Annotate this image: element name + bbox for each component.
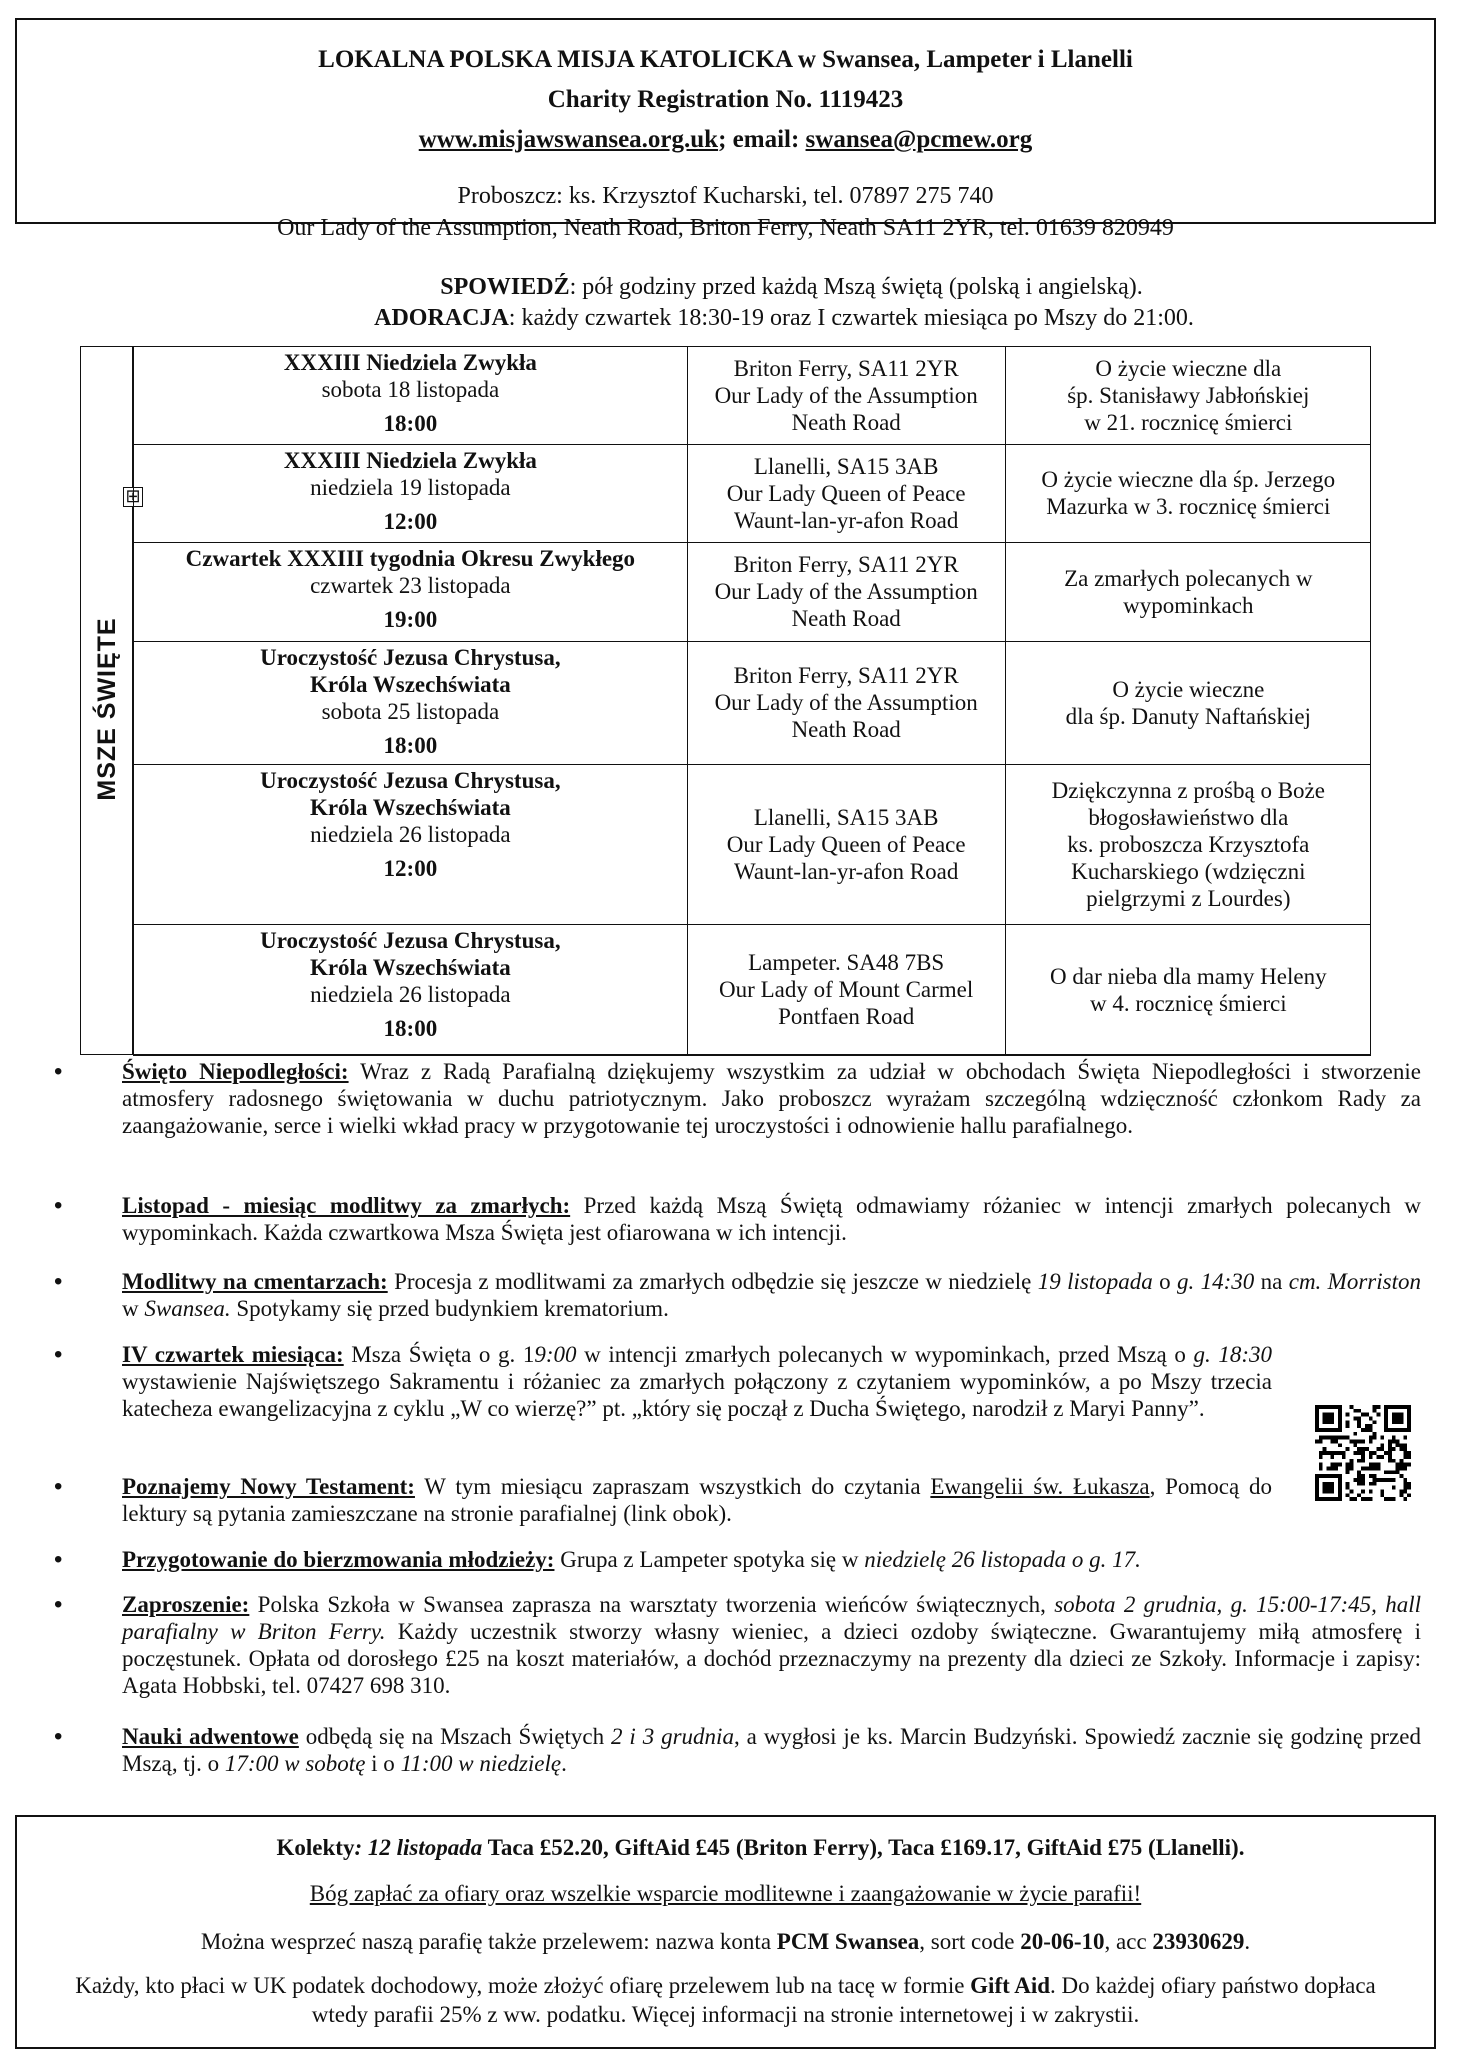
header-box bbox=[15, 18, 1436, 241]
location-line: Llanelli, SA15 3AB bbox=[753, 804, 939, 830]
mass-title: Uroczystość Jezusa Chrystusa, bbox=[260, 927, 561, 953]
intention-line: Za zmarłych polecanych w bbox=[1064, 565, 1313, 591]
bullet-icon: • bbox=[54, 1473, 63, 1500]
mass-intention-cell bbox=[1005, 542, 1371, 641]
location-line: Pontfaen Road bbox=[778, 1004, 915, 1029]
location-line: Briton Ferry, SA11 2YR bbox=[733, 552, 959, 577]
mass-time: 12:00 bbox=[383, 855, 438, 881]
mass-location-cell bbox=[687, 542, 1005, 641]
collections-line: Kolekty: 12 listopada Taca £52.20, GiftAid £45 (Briton Ferry), Taca £169.17, GiftAid £75 (Llanelli). bbox=[276, 1835, 1245, 1860]
announcement-text: Listopad - miesiąc modlitwy za zmarłych: Przed każdą Mszą Świętą odmawiamy różaniec w intencji zmarłych polecanych w wypominkach. Każda czwartkowa Msza Święta jest ofiarowana w ich intencji. bbox=[122, 1193, 1421, 1245]
mass-side-column bbox=[81, 347, 133, 1054]
location-line: Lampeter. SA48 7BS bbox=[748, 950, 945, 975]
announcement-label: Przygotowanie do bierzmowania młodzieży: bbox=[122, 1547, 555, 1572]
mass-title: XXXIII Niedziela Zwykła bbox=[283, 447, 537, 473]
intention-line: Mazurka w 3. rocznicę śmierci bbox=[1046, 494, 1331, 519]
mass-location-cell bbox=[687, 444, 1005, 542]
intention-line: Kucharskiego (wdzięczni bbox=[1071, 858, 1306, 884]
location-line: Llanelli, SA15 3AB bbox=[753, 453, 939, 479]
mass-title: Uroczystość Jezusa Chrystusa, bbox=[260, 767, 561, 793]
mass-table bbox=[133, 347, 1371, 1056]
gospel-link[interactable]: Ewangelii św. Łukasza bbox=[930, 1474, 1150, 1499]
contact-separator: ; email: bbox=[718, 126, 806, 153]
location-line: Briton Ferry, SA11 2YR bbox=[733, 663, 959, 688]
mass-location-cell bbox=[687, 347, 1005, 444]
mass-side-label: MSZE ŚWIĘTE bbox=[93, 617, 121, 801]
mass-row bbox=[134, 542, 1372, 641]
mass-time: 19:00 bbox=[383, 606, 438, 632]
intention-line: O dar nieba dla mamy Heleny bbox=[1050, 963, 1327, 989]
mass-title: Króla Wszechświata bbox=[309, 671, 511, 697]
mass-row bbox=[134, 347, 1372, 444]
qr-code-icon[interactable] bbox=[1315, 1405, 1411, 1501]
intention-line: w 21. rocznicę śmierci bbox=[1084, 409, 1293, 435]
mass-location-cell bbox=[687, 764, 1005, 924]
confession-line bbox=[0, 272, 1458, 303]
intention-line: O życie wieczne dla bbox=[1095, 355, 1282, 381]
location-line: Waunt-lan-yr-afon Road bbox=[733, 858, 959, 884]
mass-row bbox=[134, 444, 1372, 542]
thanks-line: Bóg zapłać za ofiary oraz wszelkie wsparcie modlitewne i zaangażowanie w życie parafii! bbox=[309, 1881, 1142, 1906]
intention-line: błogosławieństwo dla bbox=[1088, 804, 1289, 830]
location-line: Neath Road bbox=[791, 409, 901, 435]
location-line: Neath Road bbox=[791, 717, 901, 742]
mass-date: sobota 25 listopada bbox=[321, 698, 500, 724]
announcement-label: Listopad - miesiąc modlitwy za zmarłych: bbox=[122, 1193, 571, 1218]
mass-title: Króla Wszechświata bbox=[309, 954, 511, 980]
intention-line: pielgrzymi z Lourdes) bbox=[1086, 885, 1291, 911]
mass-title: Czwartek XXXIII tygodnia Okresu Zwykłego bbox=[185, 545, 636, 571]
intention-line: O życie wieczne bbox=[1112, 676, 1265, 702]
mass-location-cell bbox=[687, 924, 1005, 1055]
confession-label: SPOWIEDŹ bbox=[440, 274, 570, 300]
mass-row bbox=[134, 641, 1372, 764]
intention-line: O życie wieczne dla śp. Jerzego bbox=[1041, 467, 1336, 492]
contact-line bbox=[17, 120, 1434, 160]
bullet-icon: • bbox=[54, 1058, 63, 1085]
mass-intention-cell bbox=[1005, 764, 1371, 924]
mass-occasion-cell bbox=[134, 924, 688, 1055]
intention-line: śp. Stanisławy Jabłońskiej bbox=[1067, 382, 1310, 408]
announcement-text: Poznajemy Nowy Testament: W tym miesiącu zapraszam wszystkich do czytania Ewangelii św. Łukasza, Pomocą do lektury są pytania zamieszczane na stronie parafialnej (link obok). bbox=[122, 1474, 1272, 1526]
bullet-icon: • bbox=[54, 1546, 63, 1573]
bank-transfer-line: Można wesprzeć naszą parafię także przelewem: nazwa konta PCM Swansea, sort code 20-06-10, acc 23930629. bbox=[200, 1929, 1251, 1954]
adoration-line bbox=[0, 303, 1458, 334]
location-line: Our Lady of the Assumption bbox=[714, 579, 978, 604]
bullet-icon: • bbox=[54, 1591, 63, 1618]
announcement-text: Zaproszenie: Polska Szkoła w Swansea zaprasza na warsztaty tworzenia wieńców świątecznych, sobota 2 grudnia, g. 15:00-17:45, hall parafialny w Briton Ferry. Każdy uczestnik stworzy własny wieniec, a dzieci ozdoby świąteczne. Gwarantujemy miłą atmosferę i poczęstunek. Opłata od dorosłego £25 na koszt materiałów, a dochód przeznaczymy na prezenty dla dzieci ze Szkoły. Informacje i zapisy: Agata Hobbski, tel. 07427 698 310. bbox=[122, 1592, 1421, 1698]
mass-time: 18:00 bbox=[383, 411, 438, 436]
mass-time: 18:00 bbox=[383, 1015, 438, 1041]
confession-info bbox=[0, 272, 1458, 334]
mass-intention-cell bbox=[1005, 347, 1371, 444]
announcement-text: Modlitwy na cmentarzach: Procesja z modlitwami za zmarłych odbędzie się jeszcze w niedzielę 19 listopada o g. 14:30 na cm. Morriston w Swansea. Spotykamy się przed budynkiem krematorium. bbox=[122, 1269, 1421, 1321]
announcement-label: IV czwartek miesiąca: bbox=[122, 1342, 344, 1367]
intention-line: Dziękczynna z prośbą o Boże bbox=[1051, 777, 1325, 803]
announcement-text: IV czwartek miesiąca: Msza Święta o g. 19:00 w intencji zmarłych polecanych w wypominkach, przed Mszą o g. 18:30 wystawienie Najświętszego Sakramentu i różaniec za zmarłych połączony z czytaniem wypominków, a po Mszy trzecia katecheza ewangelizacyjna z cyklu „W co wierzę?” pt. „który się począł z Ducha Świętego, narodził z Maryi Panny”. bbox=[122, 1342, 1272, 1421]
mass-title: XXXIII Niedziela Zwykła bbox=[283, 350, 537, 375]
bullet-icon: • bbox=[54, 1723, 63, 1750]
mass-intention-cell bbox=[1005, 924, 1371, 1055]
location-line: Briton Ferry, SA11 2YR bbox=[733, 355, 959, 381]
intention-line: ks. proboszcza Krzysztofa bbox=[1067, 831, 1310, 857]
mass-date: czwartek 23 listopada bbox=[310, 572, 511, 598]
mass-occasion-cell bbox=[134, 542, 688, 641]
mass-date: sobota 18 listopada bbox=[321, 377, 500, 402]
expand-table-icon[interactable]: ⊞ bbox=[123, 487, 143, 507]
location-line: Our Lady of Mount Carmel bbox=[719, 977, 974, 1002]
announcement-label: Modlitwy na cmentarzach: bbox=[122, 1269, 388, 1294]
mass-row bbox=[134, 764, 1372, 924]
mass-title: Króla Wszechświata bbox=[309, 794, 511, 820]
mass-date: niedziela 26 listopada bbox=[310, 981, 511, 1007]
intention-line: dla śp. Danuty Naftańskiej bbox=[1065, 703, 1311, 729]
mass-location-cell bbox=[687, 641, 1005, 764]
mass-intention-cell bbox=[1005, 641, 1371, 764]
pastor-info: Proboszcz: ks. Krzysztof Kucharski, tel. 07897 275 740 bbox=[457, 183, 994, 209]
mass-date: niedziela 26 listopada bbox=[310, 821, 511, 847]
location-line: Neath Road bbox=[791, 606, 901, 631]
bullet-icon: • bbox=[54, 1192, 63, 1219]
location-line: Our Lady Queen of Peace bbox=[726, 831, 966, 857]
mass-occasion-cell bbox=[134, 444, 688, 542]
charity-registration: Charity Registration No. 1119423 bbox=[547, 86, 904, 113]
church-address: Our Lady of the Assumption, Neath Road, Briton Ferry, Neath SA11 2YR, tel. 01639 820949 bbox=[277, 215, 1174, 241]
mass-schedule bbox=[80, 346, 1371, 1055]
confession-text: : pół godziny przed każdą Mszą świętą (polską i angielską). bbox=[569, 274, 1143, 300]
intention-line: wypominkach bbox=[1123, 592, 1254, 618]
announcement-text: Przygotowanie do bierzmowania młodzieży: Grupa z Lampeter spotyka się w niedzielę 26 listopada o g. 17. bbox=[122, 1547, 1141, 1572]
location-line: Our Lady Queen of Peace bbox=[726, 480, 966, 506]
announcement-label: Poznajemy Nowy Testament: bbox=[122, 1474, 415, 1499]
location-line: Our Lady of the Assumption bbox=[714, 690, 978, 715]
adoration-label: ADORACJA bbox=[374, 305, 509, 331]
announcement-label: Święto Niepodległości: bbox=[122, 1059, 349, 1084]
mass-date: niedziela 19 listopada bbox=[310, 474, 511, 500]
footer-box bbox=[15, 1815, 1436, 2049]
mass-time: 18:00 bbox=[383, 732, 438, 758]
announcement-label: Nauki adwentowe bbox=[122, 1724, 299, 1749]
intention-line: w 4. rocznicę śmierci bbox=[1089, 990, 1287, 1016]
website-link[interactable]: www.misjawswansea.org.uk bbox=[418, 126, 719, 153]
announcement-text: Święto Niepodległości: Wraz z Radą Parafialną dziękujemy wszystkim za udział w obchodach Święta Niepodległości i stworzenie atmosfery radosnego świętowania w duchu patriotycznym. Jako proboszcz wyrażam szczególną wdzięczność członkom Rady za zaangażowanie, serce i wielki wkład pracy w przygotowanie tej uroczystości i odnowienie hallu parafialnego. bbox=[122, 1059, 1421, 1138]
bullet-icon: • bbox=[54, 1341, 63, 1368]
gift-aid-line: Każdy, kto płaci w UK podatek dochodowy, może złożyć ofiarę przelewem lub na tacę w formie Gift Aid. Do każdej ofiary państwo dopłaca wtedy parafii 25% z ww. podatku. Więcej informacji na stronie internetowej i w zakrystii. bbox=[75, 1973, 1376, 2027]
mass-intention-cell bbox=[1005, 444, 1371, 542]
mass-row bbox=[134, 924, 1372, 1055]
location-line: Our Lady of the Assumption bbox=[714, 382, 978, 408]
mass-occasion-cell bbox=[134, 641, 688, 764]
email-link[interactable]: swansea@pcmew.org bbox=[805, 126, 1033, 153]
location-line: Waunt-lan-yr-afon Road bbox=[733, 507, 959, 533]
mass-occasion-cell bbox=[134, 764, 688, 924]
mass-occasion-cell bbox=[134, 347, 688, 444]
announcement-label: Zaproszenie: bbox=[122, 1592, 250, 1617]
bullet-icon: • bbox=[54, 1268, 63, 1295]
mass-time: 12:00 bbox=[383, 508, 438, 534]
mission-name: LOKALNA POLSKA MISJA KATOLICKA w Swansea, Lampeter i Llanelli bbox=[318, 46, 1133, 73]
mass-title: Uroczystość Jezusa Chrystusa, bbox=[260, 644, 561, 670]
adoration-text: : każdy czwartek 18:30-19 oraz I czwartek miesiąca po Mszy do 21:00. bbox=[508, 305, 1194, 331]
announcement-text: Nauki adwentowe odbędą się na Mszach Świętych 2 i 3 grudnia, a wygłosi je ks. Marcin Budzyński. Spowiedź zacznie się godzinę przed Mszą, tj. o 17:00 w sobotę i o 11:00 w niedzielę. bbox=[122, 1724, 1422, 1776]
